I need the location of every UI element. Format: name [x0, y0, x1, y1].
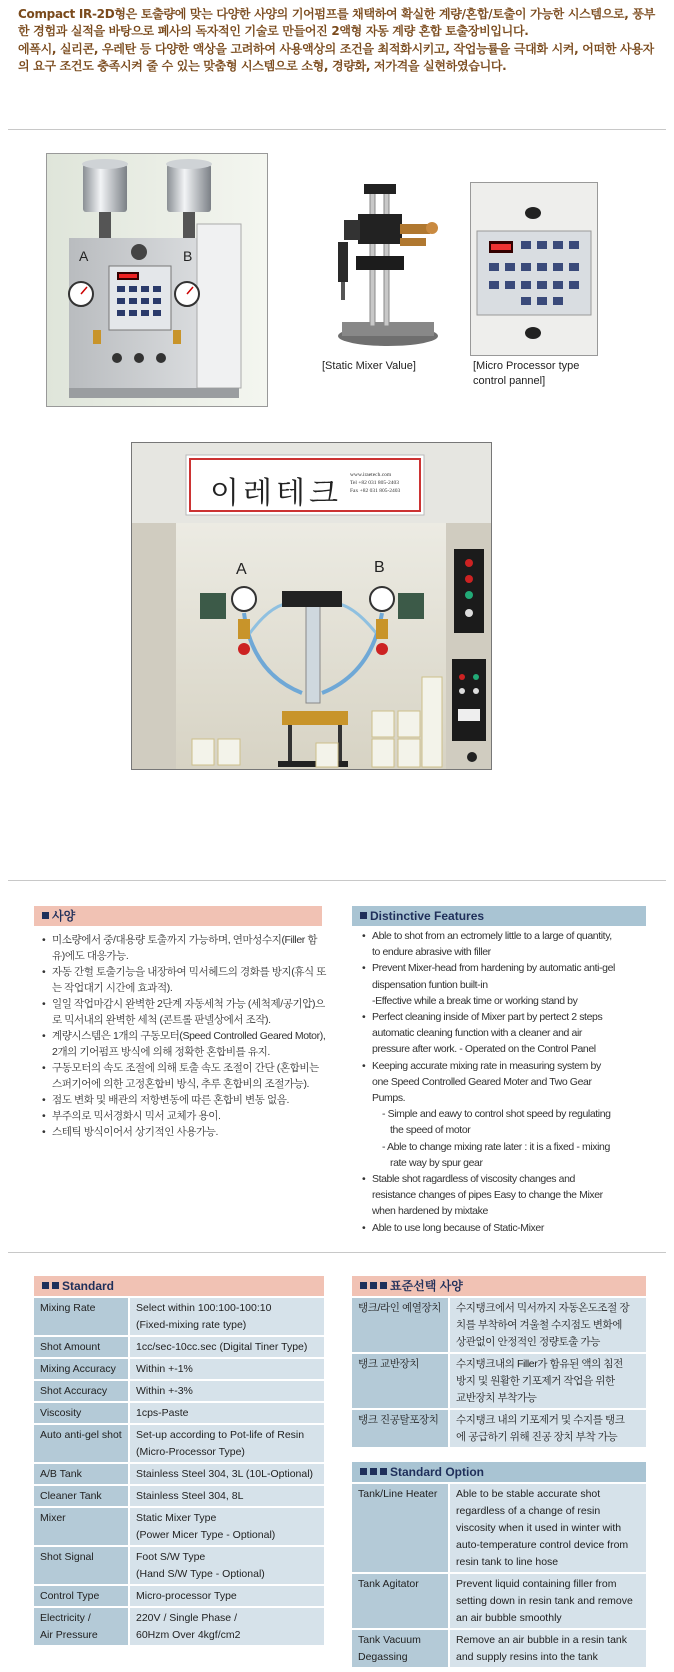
- standard-header: [34, 1276, 324, 1296]
- row-label-line: Shot Amount: [40, 1341, 101, 1353]
- booth-sign-title: 이레테크: [210, 476, 342, 511]
- option-ko-title: 표준선택 사양: [390, 1279, 463, 1293]
- row-label-line: Tank Vacuum: [358, 1634, 421, 1646]
- feature-line: Pumps.: [372, 1092, 406, 1105]
- row-label: [34, 1486, 130, 1508]
- row-label: [352, 1574, 450, 1630]
- caption-static-mixer: [Static Mixer Value]: [322, 360, 416, 372]
- row-value-line: 방지 및 원활한 기포제거 작업을 위한: [456, 1375, 615, 1387]
- row-label: [34, 1608, 130, 1647]
- row-value-line: resin tank to line hose: [456, 1556, 559, 1568]
- tank-label-a: A: [79, 248, 89, 264]
- row-label-line: Shot Accuracy: [40, 1385, 108, 1397]
- row-value-line: Within +-1%: [136, 1363, 193, 1375]
- spec-ko-item: • 미소량에서 중/대용량 토출까지 가능하며, 연마성수지(Filler 함유)에도 대응가능.: [42, 932, 327, 964]
- row-label: [34, 1337, 130, 1359]
- row-value: [130, 1508, 324, 1547]
- row-label-line: Air Pressure: [40, 1629, 98, 1641]
- row-value-line: Within +-3%: [136, 1385, 193, 1397]
- row-label: [352, 1298, 450, 1354]
- square-bullet-icon: [370, 1468, 377, 1475]
- booth-sign-fax: Fax +82 031 805-2403: [350, 488, 401, 494]
- control-panel-illustration: [471, 183, 597, 355]
- row-label-line: Cleaner Tank: [40, 1490, 102, 1502]
- row-value: [130, 1381, 324, 1403]
- features-title: Distinctive Features: [370, 909, 485, 923]
- spec-ko-item: • 스테틱 방식이어서 상기적인 사용가능.: [42, 1124, 327, 1140]
- table-row: [34, 1508, 324, 1547]
- table-row: [352, 1630, 646, 1669]
- divider: [8, 1252, 666, 1253]
- feature-line: • Perfect cleaning inside of Mixer part by pertect 2 steps: [362, 1009, 652, 1025]
- booth-label-b: B: [374, 559, 385, 576]
- row-value: [450, 1484, 646, 1574]
- row-value-line: 교반장치 부착가능: [456, 1392, 537, 1404]
- row-value-line: auto-temperature control device from: [456, 1539, 629, 1551]
- row-label-line: Degassing: [358, 1651, 408, 1663]
- feature-line: • Able to shot from an ectromely little to a large of quantity,: [362, 928, 652, 944]
- spec-ko-header: [34, 906, 322, 926]
- tank-label-b: B: [183, 248, 193, 264]
- row-value-line: viscosity when it used in winter with: [456, 1522, 622, 1534]
- row-value-line: Remove an air bubble in a resin tank: [456, 1634, 628, 1646]
- feature-line: dispensation funtion built-in: [372, 978, 488, 991]
- divider: [8, 129, 666, 130]
- square-bullet-icon: [360, 1282, 367, 1289]
- square-bullet-icon: [360, 912, 367, 919]
- row-label-line: Tank Agitator: [358, 1578, 419, 1590]
- row-value: [130, 1586, 324, 1608]
- row-value: [450, 1298, 646, 1354]
- feature-line: • Prevent Mixer-head from hardening by automatic anti-gel: [362, 960, 652, 976]
- row-value-line: Prevent liquid containing filler from: [456, 1578, 617, 1590]
- feature-line: rate way by spur gear: [390, 1156, 483, 1169]
- caption-control-panel-line-1: [Micro Processor type: [473, 360, 580, 372]
- row-label-line: Shot Signal: [40, 1551, 94, 1563]
- square-bullet-icon: [42, 1282, 49, 1289]
- row-value-line: Stainless Steel 304, 3L (10L-Optional): [136, 1468, 314, 1480]
- row-value: [130, 1464, 324, 1486]
- feature-line: one Speed Controlled Geared Moter and Two Gear: [372, 1075, 592, 1088]
- square-bullet-icon: [380, 1282, 387, 1289]
- intro-text: [18, 6, 658, 76]
- row-label-line: Control Type: [40, 1590, 100, 1602]
- row-value-line: Micro-processor Type: [136, 1590, 237, 1602]
- row-label-line: 탱크/라인 예열장치: [358, 1302, 441, 1314]
- row-value: [130, 1337, 324, 1359]
- booth-sign-website: www.iraetech.com: [350, 472, 392, 478]
- spec-ko-item: • 부주의로 믹서경화시 믹서 교체가 용이.: [42, 1108, 327, 1124]
- features-header: [352, 906, 646, 926]
- table-row: [34, 1425, 324, 1464]
- square-bullet-icon: [370, 1282, 377, 1289]
- option-ko-table: [352, 1298, 646, 1449]
- row-label: [352, 1410, 450, 1449]
- table-row: [352, 1298, 646, 1354]
- row-label-line: Mixer: [40, 1512, 66, 1524]
- standard-table: [34, 1298, 324, 1647]
- spec-ko-item: • 점도 변화 및 배관의 저항변동에 따른 혼합비 변동 없음.: [42, 1092, 327, 1108]
- row-value-line: 1cps-Paste: [136, 1407, 189, 1419]
- row-value-line: Select within 100:100-100:10: [136, 1302, 272, 1314]
- feature-line: - Simple and eawy to control shot speed by regulating: [382, 1108, 611, 1121]
- row-value: [130, 1547, 324, 1586]
- row-label-line: 탱크 교반장치: [358, 1358, 419, 1370]
- row-label: [34, 1508, 130, 1547]
- row-label-line: A/B Tank: [40, 1468, 82, 1480]
- row-value-line: Foot S/W Type: [136, 1551, 206, 1563]
- row-value-line: 수지탱크내의 Filler가 함유된 액의 침전: [456, 1358, 623, 1370]
- table-row: [34, 1586, 324, 1608]
- row-value-line: (Micro-Processor Type): [136, 1446, 245, 1458]
- spec-ko-item: • 자동 간헐 토출기능을 내장하여 믹서헤드의 경화를 방지(휴식 또는 작업대기 시간에 효과적).: [42, 964, 327, 996]
- row-value: [450, 1354, 646, 1410]
- row-label-line: Mixing Rate: [40, 1302, 96, 1314]
- row-value-line: 수지탱크에서 믹서까지 자동온도조절 장: [456, 1302, 630, 1314]
- features-list: [362, 928, 652, 1236]
- row-value-line: (Fixed-mixing rate type): [136, 1319, 247, 1331]
- machine-photo: [46, 153, 268, 407]
- option-en-header: [352, 1462, 646, 1482]
- option-en-table: [352, 1484, 646, 1669]
- row-value-line: Stainless Steel 304, 8L: [136, 1490, 244, 1502]
- static-mixer-photo: [320, 176, 450, 356]
- row-label: [34, 1547, 130, 1586]
- feature-line: • Keeping accurate mixing rate in measuring system by: [362, 1058, 652, 1074]
- row-value-line: and supply resins into the tank: [456, 1651, 598, 1663]
- row-value-line: (Power Micer Type - Optional): [136, 1529, 276, 1541]
- intro-paragraph-1: Compact IR-2D형은 토출량에 맞는 다양한 사양의 기어펌프를 채택하여 확실한 계량/혼합/토출이 가능한 시스템으로, 풍부한 경험과 실적을 바탕으로 폐사의 독자적인 기술로 만들어진 2액형 자동 계량 혼합 토출장비입니다.: [18, 7, 656, 38]
- feature-line: • Able to use long because of Static-Mixer: [362, 1220, 652, 1236]
- row-label: [34, 1298, 130, 1337]
- row-value-line: 치를 부착하여 겨울철 수지점도 변화에: [456, 1319, 622, 1331]
- static-mixer-illustration: [320, 176, 450, 356]
- booth-photo: [131, 442, 492, 770]
- spec-ko-item: • 일일 작업마감시 완벽한 2단계 자동세척 가능 (세척제/공기압)으로 믹서내의 완벽한 세척 (콘트롤 판넬상에서 조작).: [42, 996, 327, 1028]
- row-value-line: Set-up according to Pot-life of Resin: [136, 1429, 305, 1441]
- table-row: [34, 1464, 324, 1486]
- table-row: [34, 1547, 324, 1586]
- row-label: [352, 1354, 450, 1410]
- row-value-line: 220V / Single Phase /: [136, 1612, 237, 1624]
- table-row: [34, 1403, 324, 1425]
- feature-line: the speed of motor: [390, 1124, 471, 1137]
- row-label: [34, 1359, 130, 1381]
- row-label-line: 탱크 진공탈포장치: [358, 1414, 439, 1426]
- feature-line: - Able to change mixing rate later : it is a fixed - mixing: [382, 1140, 610, 1153]
- caption-control-panel-line-2: control pannel]: [473, 375, 546, 387]
- booth-sign-tel: Tel +82 031 805-2403: [350, 480, 400, 486]
- row-value-line: Static Mixer Type: [136, 1512, 217, 1524]
- row-value: [130, 1608, 324, 1647]
- row-label-line: Electricity /: [40, 1612, 91, 1624]
- table-row: [352, 1354, 646, 1410]
- table-row: [34, 1608, 324, 1647]
- row-label-line: Viscosity: [40, 1407, 82, 1419]
- row-value-line: 1cc/sec-10cc.sec (Digital Tiner Type): [136, 1341, 308, 1353]
- row-value-line: 수지탱크 내의 기포제거 및 수지를 탱크: [456, 1414, 625, 1426]
- row-value: [130, 1359, 324, 1381]
- divider: [8, 880, 666, 881]
- row-label: [34, 1464, 130, 1486]
- row-label: [34, 1403, 130, 1425]
- row-label-line: Mixing Accuracy: [40, 1363, 116, 1375]
- row-value-line: Able to be stable accurate shot: [456, 1488, 601, 1500]
- booth-sign-contact: [350, 471, 400, 495]
- row-label: [34, 1425, 130, 1464]
- feature-line: automatic cleaning function with a cleaner and air: [372, 1027, 582, 1040]
- row-value: [130, 1425, 324, 1464]
- table-row: [352, 1410, 646, 1449]
- row-value-line: 상관없이 안정적인 정량토출 가능: [456, 1336, 600, 1348]
- row-value-line: (Hand S/W Type - Optional): [136, 1568, 265, 1580]
- row-value: [130, 1298, 324, 1337]
- intro-paragraph-2: 에폭시, 실리콘, 우레탄 등 다양한 액상을 고려하여 사용액상의 조건을 최적화시키고, 작업능률을 극대화 시켜, 어떠한 사용자의 요구 조건도 충족시켜 줄 수 있는 맞춤형 시스템으로 소형, 경량화, 저가격을 실현하였습니다.: [18, 42, 654, 73]
- row-label: [352, 1484, 450, 1574]
- row-label-line: Tank/Line Heater: [358, 1488, 438, 1500]
- square-bullet-icon: [380, 1468, 387, 1475]
- square-bullet-icon: [42, 912, 49, 919]
- table-row: [34, 1298, 324, 1337]
- row-value: [130, 1486, 324, 1508]
- row-value-line: an air bubble smoothly: [456, 1612, 562, 1624]
- standard-title: Standard: [62, 1279, 115, 1293]
- row-label: [34, 1586, 130, 1608]
- row-label: [352, 1630, 450, 1669]
- spec-ko-list: [42, 932, 327, 1140]
- table-row: [352, 1574, 646, 1630]
- control-panel-photo: [470, 182, 598, 356]
- feature-line: resistance changes of pipes Easy to change the Mixer: [372, 1189, 603, 1202]
- feature-line: -Effective while a break time or working stand by: [372, 994, 578, 1007]
- option-en-title: Standard Option: [390, 1465, 484, 1479]
- row-value: [450, 1574, 646, 1630]
- table-row: [34, 1337, 324, 1359]
- row-value-line: setting down in resin tank and remove: [456, 1595, 633, 1607]
- spec-ko-item: • 계량시스템은 1개의 구동모터(Speed Controlled Geared Motor), 2개의 기어펌프 방식에 의해 정확한 혼합비를 유지.: [42, 1028, 327, 1060]
- row-value-line: 에 공급하기 위해 진공 장치 부착 가능: [456, 1431, 618, 1443]
- table-row: [34, 1486, 324, 1508]
- row-value-line: regardless of a change of resin: [456, 1505, 601, 1517]
- feature-line: • Stable shot ragardless of viscosity changes and: [362, 1171, 652, 1187]
- feature-line: to endure abrasive with filler: [372, 946, 491, 959]
- row-value: [450, 1630, 646, 1669]
- spec-ko-title: 사양: [52, 909, 76, 923]
- machine-illustration: [47, 154, 267, 406]
- feature-line: when hardened by mixtake: [372, 1205, 488, 1218]
- spec-ko-item: • 구동모터의 속도 조절에 의해 토출 속도 조절이 간단 (혼합비는 스퍼기어에 의한 고정혼합비 방식, 추루 혼합비의 조절가능).: [42, 1060, 327, 1092]
- caption-control-panel: [473, 359, 579, 389]
- row-label-line: Auto anti-gel shot: [40, 1429, 122, 1441]
- table-row: [34, 1381, 324, 1403]
- option-ko-header: [352, 1276, 646, 1296]
- feature-line: pressure after work. - Operated on the Control Panel: [372, 1043, 596, 1056]
- row-label: [34, 1381, 130, 1403]
- square-bullet-icon: [52, 1282, 59, 1289]
- row-value-line: 60Hzm Over 4kgf/cm2: [136, 1629, 241, 1641]
- row-value: [130, 1403, 324, 1425]
- booth-label-a: A: [236, 561, 247, 578]
- row-value: [450, 1410, 646, 1449]
- table-row: [34, 1359, 324, 1381]
- table-row: [352, 1484, 646, 1574]
- square-bullet-icon: [360, 1468, 367, 1475]
